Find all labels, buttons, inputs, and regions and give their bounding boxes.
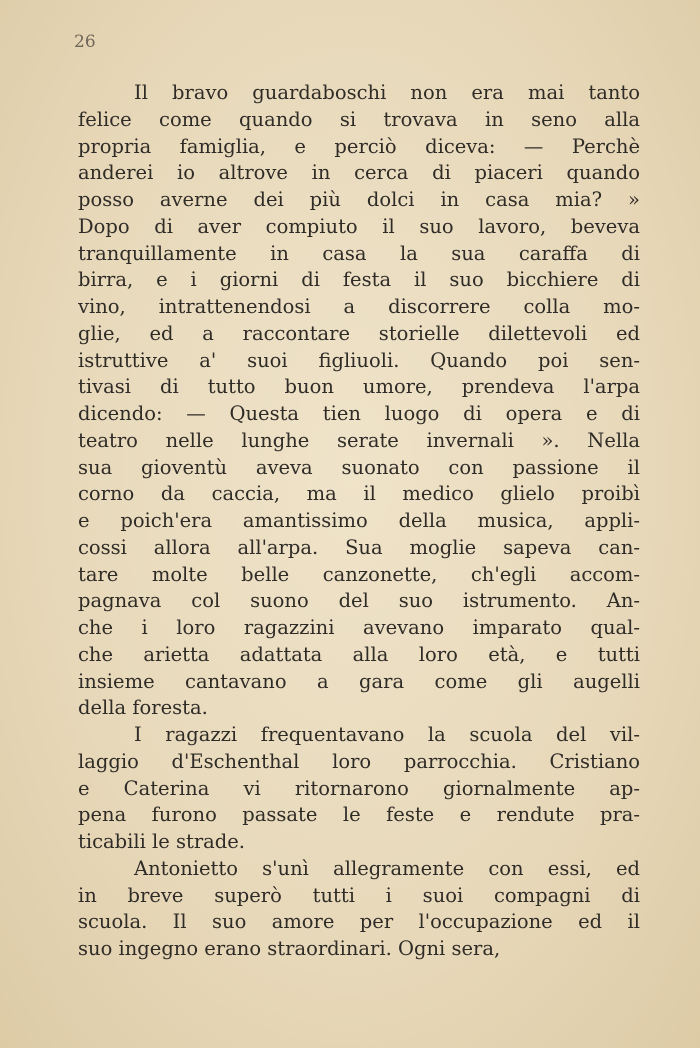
text-line: glie, ed a raccontare storielle dilettevoli ed bbox=[78, 321, 640, 345]
text-line: che i loro ragazzini avevano imparato qual- bbox=[78, 616, 640, 639]
text-line: scuola. Il suo amore per l'occupazione ed il bbox=[78, 910, 640, 934]
text-line: anderei io altrove in cerca di piaceri quando bbox=[78, 161, 640, 185]
text-line: dicendo: — Questa tien luogo di opera e di bbox=[78, 402, 640, 425]
text-line: ticabili le strade. bbox=[78, 830, 245, 853]
text-line: insieme cantavano a gara come gli augelli bbox=[78, 669, 640, 693]
text-line: pagnava col suono del suo istrumento. An- bbox=[78, 589, 640, 613]
text-line: Il bravo guardaboschi non era mai tanto bbox=[134, 81, 640, 104]
text-line: corno da caccia, ma il medico glielo proibì bbox=[78, 482, 640, 506]
text-line: propria famiglia, e perciò diceva: — Perchè bbox=[78, 134, 640, 158]
text-line: cossi allora all'arpa. Sua moglie sapeva can- bbox=[78, 535, 640, 559]
text-line: posso averne dei più dolci in casa mia? » bbox=[78, 188, 640, 211]
text-line: teatro nelle lunghe serate invernali ». Nella bbox=[78, 428, 640, 452]
page-number: 26 bbox=[74, 32, 96, 52]
text-line: istruttive a' suoi figliuoli. Quando poi sen- bbox=[78, 348, 640, 372]
text-line: suo ingegno erano straordinari. Ogni sera, bbox=[78, 937, 501, 960]
paragraph bbox=[78, 80, 640, 722]
text-line: vino, intrattenendosi a discorrere colla mo- bbox=[78, 295, 640, 318]
text-line: e poich'era amantissimo della musica, appli- bbox=[78, 509, 640, 532]
text-line: felice come quando si trovava in seno alla bbox=[78, 107, 640, 131]
text-line: laggio d'Eschenthal loro parrocchia. Cristiano bbox=[78, 749, 640, 773]
text-line: Dopo di aver compiuto il suo lavoro, beveva bbox=[78, 214, 640, 238]
paragraph bbox=[78, 856, 640, 963]
text-line: e Caterina vi ritornarono giornalmente ap- bbox=[78, 776, 640, 800]
text-line: pena furono passate le feste e rendute pra- bbox=[78, 803, 640, 827]
text-line: tare molte belle canzonette, ch'egli accom- bbox=[78, 562, 640, 586]
text-line: birra, e i giorni di festa il suo bicchiere di bbox=[78, 268, 640, 292]
text-line: Antonietto s'unì allegramente con essi, ed bbox=[134, 856, 640, 880]
body-text bbox=[78, 80, 640, 963]
text-line: tivasi di tutto buon umore, prendeva l'arpa bbox=[78, 375, 640, 399]
paragraph bbox=[78, 722, 640, 856]
text-line: che arietta adattata alla loro età, e tutti bbox=[78, 642, 640, 666]
text-line: della foresta. bbox=[78, 696, 208, 720]
text-line: in breve superò tutti i suoi compagni di bbox=[78, 883, 640, 907]
text-line: tranquillamente in casa la sua caraffa di bbox=[78, 241, 640, 265]
text-line: sua gioventù aveva suonato con passione il bbox=[78, 455, 640, 479]
text-line: I ragazzi frequentavano la scuola del vil- bbox=[134, 723, 640, 746]
